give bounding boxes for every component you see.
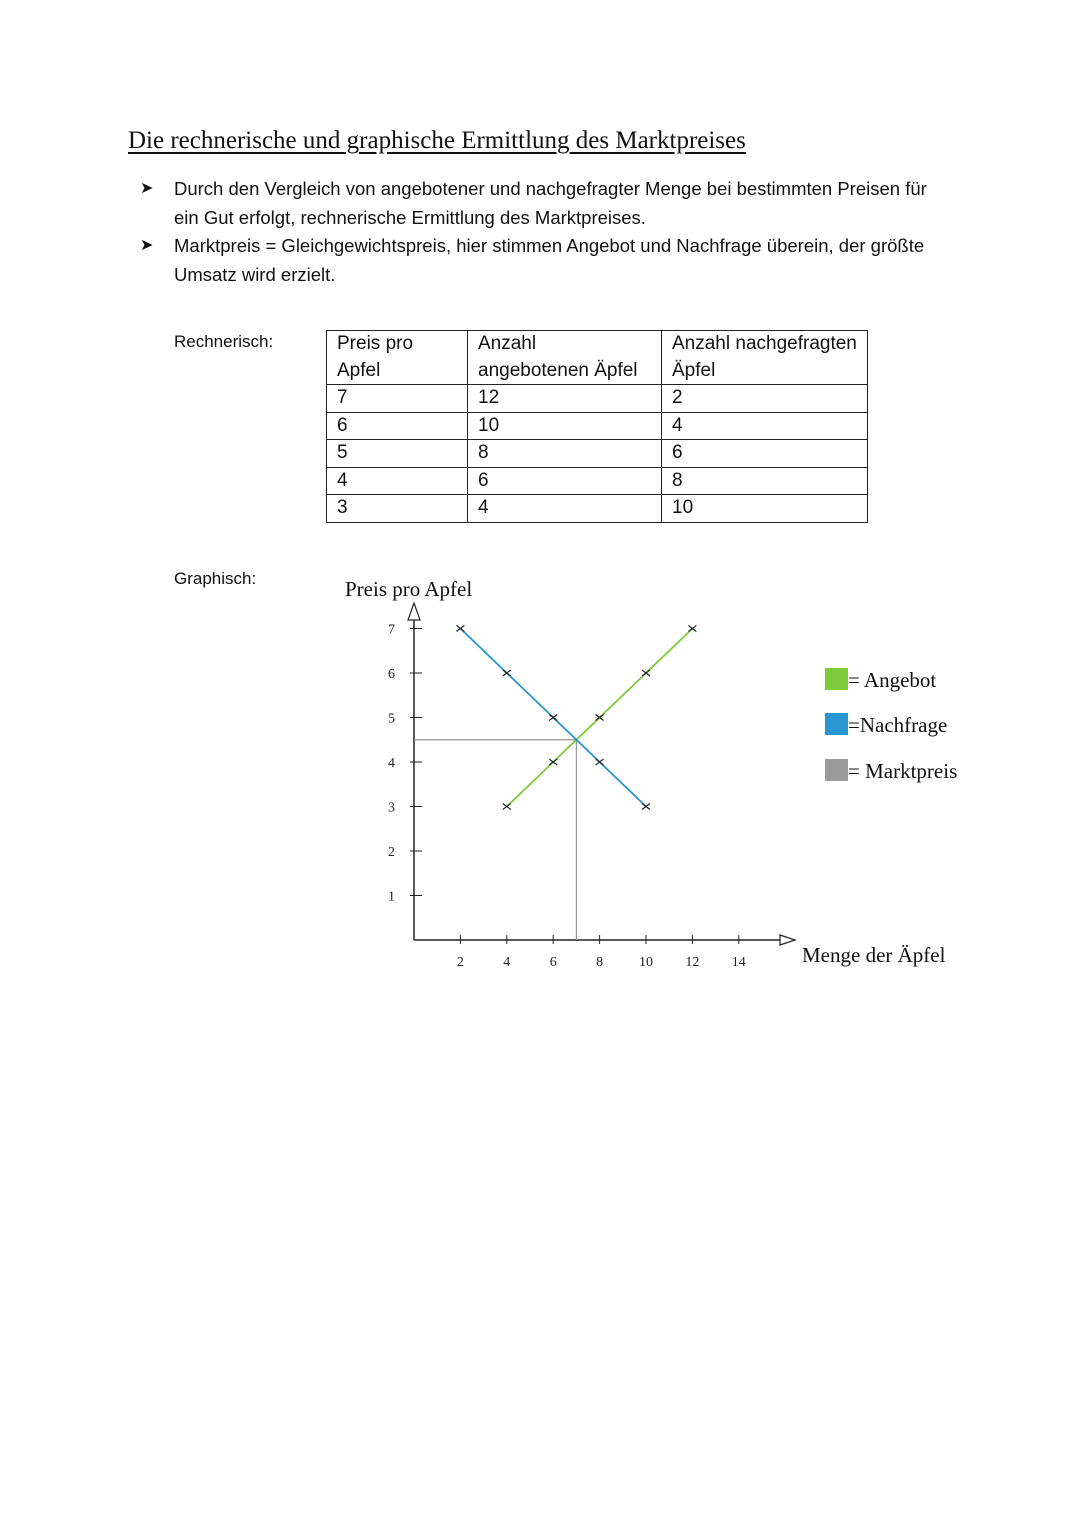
angebot-point — [688, 626, 696, 632]
y-tick-label: 1 — [388, 889, 395, 905]
angebot-point — [503, 804, 511, 810]
nachfrage-point — [503, 670, 511, 676]
table-cell: 4 — [468, 495, 662, 523]
y-tick-label: 7 — [388, 622, 395, 638]
x-axis-arrow-icon — [780, 935, 795, 945]
table-cell: 7 — [327, 385, 468, 413]
legend-swatch-marktpreis — [825, 759, 848, 781]
bullet-text: Marktpreis = Gleichgewichtspreis, hier stimmen Angebot und Nachfrage überein, der größte Umsatz wird erzielt. — [174, 235, 925, 285]
nachfrage-point — [456, 626, 464, 632]
table-cell: 12 — [468, 385, 662, 413]
legend-swatch-nachfrage — [825, 713, 848, 735]
legend-label-marktpreis: = Marktpreis — [848, 759, 958, 783]
x-tick-label: 2 — [456, 955, 464, 970]
table-cell: 8 — [662, 467, 868, 495]
table-cell: 10 — [468, 412, 662, 440]
angebot-point — [596, 715, 604, 721]
x-tick-label: 4 — [503, 955, 511, 970]
table-cell: 3 — [327, 495, 468, 523]
nachfrage-point — [549, 715, 557, 721]
angebot-point — [549, 759, 557, 765]
table-cell: 4 — [662, 412, 868, 440]
y-tick-label: 4 — [388, 756, 395, 771]
nachfrage-point — [642, 804, 650, 810]
arrow-bullet-icon: ➤ — [140, 237, 154, 254]
column-header-price: Preis pro Apfel — [327, 331, 468, 385]
angebot-point — [642, 670, 650, 676]
bullet-text: Durch den Vergleich von angebotener und nachgefragter Menge bei bestimmten Preisen für ein Gut erfolgt, rechnerische Ermittlung des Marktpreises. — [174, 178, 927, 228]
y-tick-label: 5 — [388, 711, 395, 727]
column-header-demand: Anzahl nachgefragten Äpfel — [662, 331, 868, 385]
table-cell: 10 — [662, 495, 868, 523]
page-title: Die rechnerische und graphische Ermittlung des Marktpreises — [128, 127, 746, 154]
y-tick-label: 3 — [388, 800, 395, 816]
x-tick-label: 6 — [549, 955, 557, 970]
table-cell: 6 — [327, 412, 468, 440]
arrow-bullet-icon: ➤ — [140, 180, 154, 197]
x-tick-label: 12 — [685, 955, 700, 970]
y-tick-label: 6 — [388, 667, 395, 682]
nachfrage-point — [596, 759, 604, 765]
table-cell: 2 — [662, 385, 868, 413]
column-header-supply: Anzahl angebotenen Äpfel — [468, 331, 662, 385]
y-axis-label: Preis pro Apfel — [345, 577, 473, 601]
x-tick-label: 10 — [639, 955, 653, 970]
y-axis-arrow-icon — [408, 603, 420, 620]
table-cell: 6 — [468, 467, 662, 495]
section-label-graphisch: Graphisch: — [174, 569, 257, 588]
table-cell: 4 — [327, 467, 468, 495]
legend-label-angebot: = Angebot — [848, 668, 937, 692]
x-axis-label: Menge der Äpfel — [802, 943, 946, 967]
x-tick-label: 8 — [596, 955, 604, 970]
legend-swatch-angebot — [825, 668, 848, 690]
table-cell: 5 — [327, 440, 468, 468]
table-cell: 8 — [468, 440, 662, 468]
legend-label-nachfrage: =Nachfrage — [848, 713, 948, 737]
section-label-rechnerisch: Rechnerisch: — [174, 332, 274, 351]
x-tick-label: 14 — [731, 955, 746, 970]
table-cell: 6 — [662, 440, 868, 468]
y-tick-label: 2 — [388, 845, 395, 860]
